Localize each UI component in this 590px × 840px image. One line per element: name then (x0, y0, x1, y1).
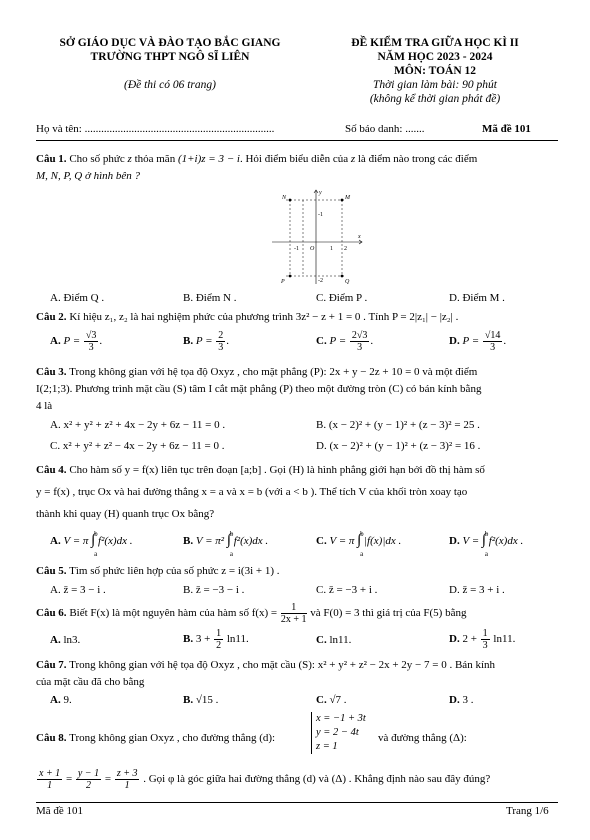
tick-2: 2 (344, 246, 347, 252)
q6-text: Biết F(x) là một nguyên hàm của hàm số f(x) = (69, 607, 278, 620)
option-fraction: $\frac{2}{3}$ (218, 330, 224, 353)
option-label: D. (449, 694, 460, 706)
point-p (289, 275, 292, 278)
question-number: Câu 3. (36, 366, 67, 378)
q5-option-c[interactable]: C. z̄ = −3 + i . (316, 584, 378, 596)
label-n: N (282, 195, 287, 201)
q6-option-d[interactable] (449, 628, 515, 651)
school-name: TRƯỜNG THPT NGÔ SĨ LIÊN (90, 51, 250, 63)
option-body: f²(x)dx . (98, 535, 133, 547)
q8-text: . Gọi φ là góc giữa hai đường thẳng (d) và (Δ) . Khẳng định nào sau đây đúng? (143, 773, 491, 786)
q8-fraction: $\frac{z + 3}{1}$ (116, 768, 138, 791)
school-year: NĂM HỌC 2023 - 2024 (377, 51, 493, 63)
option-label: B. (183, 694, 194, 706)
q7-option-c[interactable] (316, 692, 347, 708)
question-number: Câu 8. (36, 732, 67, 744)
option-fraction: $\frac{1}{2}$ (216, 628, 222, 651)
tick-neg-1-x: -1 (294, 246, 299, 252)
equals-sign: = (104, 773, 112, 786)
option-prefix: V = π (63, 535, 89, 547)
question-number: Câu 5. (36, 565, 67, 577)
option-label: A. (50, 694, 61, 706)
q1-option-a[interactable]: A. Điểm Q . (50, 292, 105, 304)
q8-line-system (311, 712, 366, 754)
option-label: D. (449, 535, 460, 547)
department-name: SỞ GIÁO DỤC VÀ ĐÀO TẠO BẮC GIANG (59, 37, 281, 49)
q4-text: Cho hàm số y = f(x) liên tục trên đoạn [a;b] . Gọi (H) là hình phẳng giới hạn bởi đồ thị hàm số (69, 464, 485, 476)
q1-option-d[interactable]: D. Điểm M . (449, 292, 505, 304)
complex-plane-graph (268, 186, 368, 286)
question-number: Câu 2. (36, 311, 67, 323)
option-prefix: P = (462, 335, 480, 348)
question-7 (36, 657, 558, 691)
option-prefix: P = (329, 335, 347, 348)
label-q: Q (345, 279, 350, 285)
q7-option-d[interactable] (449, 692, 473, 708)
header-divider (36, 140, 558, 141)
option-body: f²(x)dx . (233, 535, 269, 547)
q5-option-b[interactable]: B. z̄ = −3 − i . (183, 584, 245, 596)
option-label: A. (50, 634, 61, 646)
q1-text-line2: M, N, P, Q ở hình bên ? (36, 170, 141, 182)
q1-text: . Hỏi điểm biểu diễn của (239, 153, 349, 165)
label-origin: O (310, 246, 315, 252)
system-eq-y: y = 2 − 4t (316, 727, 359, 738)
q8-text-b: và đường thẳng (Δ): (378, 732, 467, 744)
tick-neg-2: -2 (318, 278, 323, 284)
point-n (289, 199, 292, 202)
q8-line2 (36, 768, 490, 791)
option-prefix: P = (63, 335, 81, 348)
header-right (300, 36, 570, 106)
option-label: B. (183, 335, 194, 348)
q1-text: Cho số phức (69, 153, 125, 165)
q5-option-a[interactable]: A. z̄ = 3 − i . (50, 584, 106, 596)
q4-option-a[interactable] (50, 530, 133, 558)
option-prefix: P = (195, 335, 213, 348)
q3-text: 4 là (36, 400, 53, 412)
student-id-field: Số báo danh: ....... (345, 123, 425, 135)
q4-text: thành khi quay (H) quanh trục Ox bằng? (36, 508, 215, 520)
question-4 (36, 459, 558, 525)
option-label: A. (50, 335, 61, 348)
exam-time-note: (không kể thời gian phát đề) (369, 93, 501, 105)
q3-option-d[interactable]: D. (x − 2)² + (y − 1)² + (z − 3)² = 16 . (316, 440, 481, 452)
integral-sign: ∫ b a (357, 530, 364, 558)
option-text: √15 . (195, 694, 219, 706)
pages-note: (Đề thi có 06 trang) (124, 79, 216, 91)
question-number: Câu 7. (36, 659, 67, 671)
exam-time: Thời gian làm bài: 90 phút (372, 79, 498, 91)
q3-option-b[interactable]: B. (x − 2)² + (y − 1)² + (z − 3)² = 25 . (316, 419, 480, 431)
option-text: 3 . (462, 694, 474, 706)
question-3 (36, 364, 558, 415)
equals-sign: = (65, 773, 73, 786)
q4-text: y = f(x) , trục Ox và hai đường thẳng x = a và x = b (với a < b ). Thể tích V của khối tròn xoay tạo (36, 486, 468, 498)
q1-text: thỏa mãn (134, 153, 176, 165)
label-p: P (281, 279, 285, 285)
option-text: ln11. (329, 634, 352, 646)
option-text: ln3. (63, 634, 81, 646)
option-label: B. (183, 633, 194, 646)
q8-text: Trong không gian Oxyz , cho đường thẳng (d): (69, 732, 276, 744)
option-label: C. (316, 535, 327, 547)
exam-title: ĐỀ KIỂM TRA GIỮA HỌC KÌ II (351, 37, 519, 49)
q4-option-b[interactable] (183, 530, 269, 558)
student-name-field: Họ và tên: ..................................................................... (36, 123, 275, 135)
label-y: y (319, 190, 322, 196)
q2-option-b[interactable]: B. P = $\frac{2}{3}$ . (183, 330, 230, 353)
option-text: ln11. (493, 633, 516, 646)
point-m (341, 199, 344, 202)
q1-option-c[interactable]: C. Điểm P . (316, 292, 368, 304)
subject: MÔN: TOÁN 12 (394, 65, 476, 77)
integral-sign: ∫ b a (91, 530, 98, 558)
q7-text: Trong không gian với hệ tọa độ Oxyz , cho mặt cầu (S): x² + y² + z² − 2x + 2y − 7 = 0 . Bán kính (69, 659, 495, 671)
q1-equation: (1+i)z = 3 − i (177, 153, 240, 165)
q2-text: Kí hiệu z₁, z₂ là hai nghiệm phức của phương trình 3z² − z + 1 = 0 . Tính P = 2|z₁| − |z₂| . (69, 311, 459, 323)
option-label: C. (316, 694, 327, 706)
footer-code: Mã đề 101 (36, 805, 84, 817)
option-text: ln11. (226, 633, 249, 646)
option-fraction: $\frac{2√3}{3}$ (351, 330, 368, 353)
option-label: D. (449, 335, 460, 348)
q6-option-c[interactable] (316, 632, 351, 648)
option-prefix: 2 + (462, 633, 477, 646)
option-prefix: V = (462, 535, 480, 547)
q5-option-d[interactable]: D. z̄ = 3 + i . (449, 584, 505, 596)
q7-text: của mặt cầu đã cho bằng (36, 676, 145, 688)
guide-lines (286, 200, 344, 276)
q6-option-b[interactable] (183, 628, 249, 651)
option-fraction: $\frac{1}{3}$ (482, 628, 488, 651)
option-text: 9. (63, 694, 72, 706)
q3-option-a[interactable]: A. x² + y² + z² + 4x − 2y + 6z − 11 = 0 . (50, 419, 226, 431)
q5-text: Tìm số phức liên hợp của số phức z = i(3i + 1) . (69, 565, 280, 577)
q7-option-a[interactable] (50, 692, 72, 708)
q6-fraction: $\frac{1}{2x + 1}$ (280, 602, 307, 625)
q1-text: là điểm nào trong các điểm (357, 153, 478, 165)
question-2 (36, 309, 558, 326)
exam-code: Mã đề 101 (482, 123, 531, 135)
q3-text: I(2;1;3). Phương trình mặt cầu (S) tâm I cắt mặt phẳng (P) theo một đường tròn (C) có bán kính bằng (36, 383, 482, 395)
q3-option-c[interactable]: C. x² + y² + z² − 4x − 2y + 6z − 11 = 0 . (50, 440, 225, 452)
system-eq-x: x = −1 + 3t (316, 713, 366, 724)
footer-page: Trang 1/6 (506, 805, 549, 817)
q2-option-a[interactable]: A. P = $\frac{√3}{3}$ . (50, 330, 103, 353)
system-eq-z: z = 1 (316, 741, 338, 752)
tick-neg-1-y: -1 (318, 212, 323, 218)
q6-text: và F(0) = 3 thì giá trị của F(5) bằng (310, 607, 467, 620)
option-label: C. (316, 634, 327, 646)
q6-option-a[interactable] (50, 632, 80, 648)
q8-fraction: $\frac{x + 1}{1}$ (39, 768, 61, 791)
question-number: Câu 1. (36, 153, 67, 165)
integral-sign: ∫ b a (481, 530, 489, 558)
header-left (40, 36, 300, 92)
q1-var: z (350, 153, 356, 165)
question-5 (36, 563, 558, 580)
option-body: |f(x)|dx . (364, 535, 402, 547)
option-fraction: $\frac{√3}{3}$ (85, 330, 97, 353)
option-label: B. (183, 535, 194, 547)
option-prefix: V = π (329, 535, 355, 547)
q3-text: Trong không gian với hệ tọa độ Oxyz , cho mặt phẳng (P): 2x + y − 2z + 10 = 0 và một điểm (69, 366, 478, 378)
label-x: x (358, 234, 361, 240)
question-number: Câu 6. (36, 607, 67, 620)
option-label: D. (449, 633, 460, 646)
q1-var: z (127, 153, 132, 165)
integral-sign: ∫ b a (226, 530, 234, 558)
question-6 (36, 602, 558, 625)
option-label: C. (316, 335, 327, 348)
q2-option-c[interactable]: C. P = $\frac{2√3}{3}$ . (316, 330, 374, 353)
q7-option-b[interactable] (183, 692, 218, 708)
option-body: f²(x)dx . (488, 535, 524, 547)
option-prefix: 3 + (195, 633, 211, 646)
point-q (341, 275, 344, 278)
q4-option-c[interactable] (316, 530, 402, 558)
question-1 (36, 151, 558, 185)
q1-option-b[interactable]: B. Điểm N . (183, 292, 237, 304)
label-m: M (345, 195, 350, 201)
option-label: A. (50, 535, 61, 547)
question-8 (36, 732, 275, 744)
option-fraction: $\frac{√14}{3}$ (484, 330, 501, 353)
footer-divider (36, 802, 558, 803)
q8-fraction: $\frac{y - 1}{2}$ (77, 768, 100, 791)
question-number: Câu 4. (36, 464, 67, 476)
tick-1: 1 (330, 246, 333, 252)
option-text: √7 . (329, 694, 347, 706)
q2-option-d[interactable]: D. P = $\frac{√14}{3}$ . (449, 330, 507, 353)
option-prefix: V = π² (195, 535, 225, 547)
q4-option-d[interactable] (449, 530, 524, 558)
